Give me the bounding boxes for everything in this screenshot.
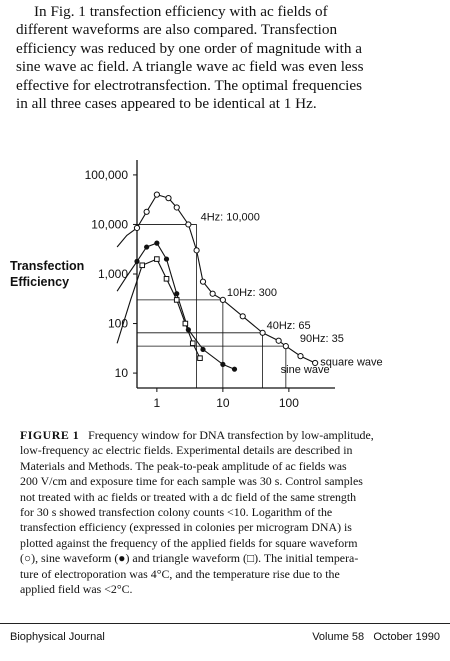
data-point bbox=[154, 192, 159, 197]
y-tick-label: 10,000 bbox=[91, 217, 128, 232]
caption-text: Frequency window for DNA transfection by low-amplitude, bbox=[88, 428, 374, 442]
y-tick-label: 1,000 bbox=[97, 267, 128, 281]
data-point bbox=[164, 277, 169, 282]
data-point bbox=[144, 244, 149, 249]
legend-label: square wave bbox=[320, 356, 383, 369]
caption-line: (○), sine waveform (●) and triangle waveform (□). The initial tempera- bbox=[20, 551, 359, 566]
data-point bbox=[298, 354, 303, 359]
y-tick-label: 100,000 bbox=[84, 167, 128, 182]
data-point bbox=[134, 259, 139, 264]
data-point bbox=[276, 338, 281, 343]
caption-line: ture of electroporation was 4°C, and the temperature rise due to the bbox=[20, 566, 340, 581]
y-tick-label: 10 bbox=[114, 366, 128, 381]
data-point bbox=[210, 291, 215, 296]
data-point bbox=[283, 344, 288, 349]
caption-line: 200 V/cm and exposure time for each sample was 30 s. Control samples bbox=[20, 474, 363, 489]
caption-line: not treated with ac fields or treated with a dc field of the same strength bbox=[20, 489, 357, 504]
caption-line: transfection efficiency (expressed in colonies per microgram DNA) is bbox=[20, 520, 352, 535]
data-point bbox=[194, 248, 199, 253]
data-point bbox=[220, 362, 225, 367]
data-point bbox=[140, 263, 145, 268]
caption-line: Materials and Methods. The peak-to-peak amplitude of ac fields was bbox=[20, 458, 347, 473]
data-point bbox=[144, 209, 149, 214]
paragraph-line: efficiency was reduced by one order of magnitude with a bbox=[16, 39, 362, 57]
data-point bbox=[200, 279, 205, 284]
series-line-2 bbox=[117, 259, 200, 358]
paragraph-line: sine wave ac field. A triangle wave ac field was even less bbox=[16, 58, 364, 76]
paragraph-line: in all three cases appeared to be identical at 1 Hz. bbox=[16, 95, 317, 113]
data-point bbox=[260, 330, 265, 335]
figure-chart bbox=[0, 140, 450, 420]
y-axis-label: Efficiency bbox=[10, 275, 70, 289]
y-axis-label: Transfection bbox=[10, 259, 85, 273]
footer-journal: Biophysical Journal bbox=[10, 631, 105, 643]
y-tick-label: 100 bbox=[107, 316, 128, 331]
x-tick-label: 1 bbox=[153, 396, 161, 410]
annotation-label: 90Hz: 35 bbox=[299, 333, 344, 346]
caption-line: low-frequency ac electric fields. Experimental details are described in bbox=[20, 443, 353, 458]
caption-label: FIGURE 1 bbox=[20, 428, 80, 442]
caption-line: plotted against the frequency of the applied fields for square waveform bbox=[20, 535, 358, 550]
data-point bbox=[154, 241, 159, 246]
data-point bbox=[174, 298, 179, 303]
body-paragraph bbox=[16, 3, 438, 113]
figure-caption bbox=[20, 428, 438, 597]
x-tick-label: 100 bbox=[278, 396, 299, 410]
paragraph-line: different waveforms are also compared. Transfection bbox=[16, 21, 338, 39]
data-point bbox=[190, 341, 195, 346]
caption-line: for 30 s showed transfection colony counts <10. Logarithm of the bbox=[20, 505, 333, 520]
data-point bbox=[164, 256, 169, 261]
data-point bbox=[240, 314, 245, 319]
data-point bbox=[134, 225, 139, 230]
data-point bbox=[186, 222, 191, 227]
data-point bbox=[220, 297, 225, 302]
caption-line: applied field was <2°C. bbox=[20, 582, 133, 597]
data-point bbox=[183, 321, 188, 326]
data-point bbox=[200, 347, 205, 352]
x-tick-label: 10 bbox=[216, 396, 230, 410]
annotation-label: 10Hz: 300 bbox=[226, 286, 278, 299]
data-point bbox=[232, 367, 237, 372]
data-point bbox=[155, 257, 160, 262]
footer-issue: Volume 58 October 1990 bbox=[312, 631, 440, 643]
footer-rule bbox=[0, 623, 450, 624]
chart-svg bbox=[0, 140, 450, 420]
paragraph-line: In Fig. 1 transfection efficiency with ac fields of bbox=[34, 3, 328, 20]
data-point bbox=[198, 356, 203, 361]
annotation-label: 40Hz: 65 bbox=[266, 319, 311, 332]
paragraph-line: effective for electrotransfection. The optimal frequencies bbox=[16, 76, 363, 94]
legend-label: sine wave bbox=[280, 364, 330, 377]
annotation-label: 4Hz: 10,000 bbox=[200, 211, 260, 224]
data-point bbox=[174, 205, 179, 210]
data-point bbox=[166, 196, 171, 201]
caption-line-0 bbox=[20, 428, 438, 443]
